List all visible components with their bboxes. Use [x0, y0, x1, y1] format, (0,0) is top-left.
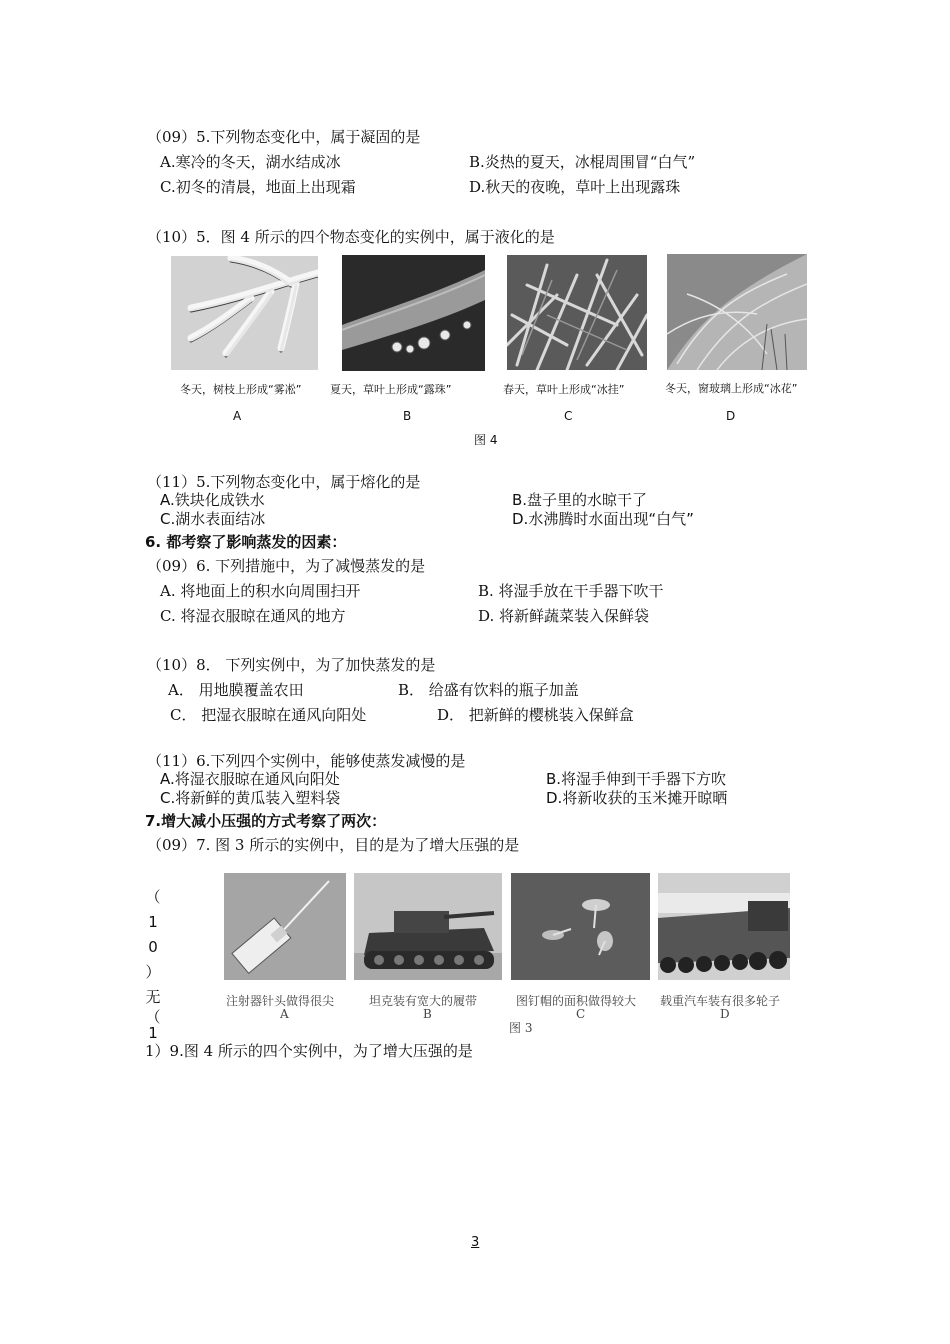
side-note-char: 0: [148, 938, 158, 956]
side-note-char: （: [145, 1008, 161, 1026]
side-note-char: ）: [145, 963, 161, 981]
q6-11-option-a: A.将湿衣服晾在通风向阳处: [160, 770, 340, 788]
q8-10-option-a: A． 用地膜覆盖农田: [168, 681, 304, 699]
fig3-caption-d: 载重汽车装有很多轮子: [660, 994, 781, 1008]
fig3-caption-b: 坦克装有宽大的履带: [369, 994, 478, 1008]
q5-09-stem: （09）5.下列物态变化中，属于凝固的是: [147, 128, 421, 146]
side-note-char: 无: [145, 988, 161, 1006]
q6-11-option-c: C.将新鲜的黄瓜装入塑料袋: [160, 789, 341, 807]
thumbtack-photo: [511, 873, 650, 980]
side-note-char: 1: [148, 913, 158, 931]
side-note-char: 1: [148, 1024, 158, 1042]
q8-10-option-d: D． 把新鲜的樱桃装入保鲜盒: [437, 706, 634, 724]
q5-09-option-c: C.初冬的清晨，地面上出现霜: [160, 178, 356, 196]
fig3-letter-d: D: [720, 1007, 730, 1021]
q6-09-option-c: C. 将湿衣服晾在通风的地方: [160, 607, 346, 625]
fig4-label: 图 4: [474, 433, 498, 447]
fig3-letter-b: B: [423, 1007, 432, 1021]
fig4-caption-c: 春天，草叶上形成“冰挂”: [503, 383, 625, 396]
q5-11-option-a: A.铁块化成铁水: [160, 491, 265, 509]
fig3-letter-a: A: [280, 1007, 289, 1021]
tank-photo: [354, 873, 502, 980]
fig4-letter-a: A: [233, 409, 242, 423]
q6-09-option-d: D. 将新鲜蔬菜装入保鲜袋: [478, 607, 650, 625]
q8-10-option-c: C． 把湿衣服晾在通风向阳处: [170, 706, 367, 724]
fig4-caption-b: 夏天，草叶上形成“露珠”: [330, 383, 452, 396]
section-7-heading: 7.增大减小压强的方式考察了两次：: [145, 812, 387, 830]
rime-photo: [171, 256, 318, 370]
q6-11-option-d: D.将新收获的玉米摊开晾晒: [546, 789, 728, 807]
fig3-caption-a: 注射器针头做得很尖: [226, 994, 335, 1008]
syringe-photo: [224, 873, 346, 980]
q9-11-stem: 1）9.图 4 所示的四个实例中，为了增大压强的是: [145, 1042, 473, 1060]
q5-10-stem: （10）5．图 4 所示的四个物态变化的实例中，属于液化的是: [147, 228, 555, 246]
q5-11-option-b: B.盘子里的水晾干了: [512, 491, 648, 509]
ice-grass-photo: [507, 255, 647, 370]
q6-09-stem: （09）6. 下列措施中，为了减慢蒸发的是: [147, 557, 426, 575]
fig3-letter-c: C: [576, 1007, 586, 1021]
fig4-caption-a: 冬天，树枝上形成“雾凇”: [180, 383, 302, 396]
frost-window-photo: [667, 254, 807, 370]
section-6-heading: 6. 都考察了影响蒸发的因素：: [145, 533, 347, 551]
q5-09-option-b: B.炎热的夏天，冰棍周围冒“白气”: [469, 153, 696, 171]
q6-09-option-b: B. 将湿手放在干手器下吹干: [478, 582, 664, 600]
q6-11-stem: （11）6.下列四个实例中，能够使蒸发减慢的是: [147, 752, 466, 770]
q5-11-stem: （11）5.下列物态变化中，属于熔化的是: [147, 473, 421, 491]
q8-10-stem: （10）8． 下列实例中，为了加快蒸发的是: [147, 656, 436, 674]
fig3-label: 图 3: [509, 1021, 533, 1035]
fig4-letter-d: D: [726, 409, 736, 423]
fig4-caption-d: 冬天，窗玻璃上形成“冰花”: [665, 382, 798, 395]
fig4-letter-c: C: [564, 409, 573, 423]
q6-09-option-a: A. 将地面上的积水向周围扫开: [160, 582, 361, 600]
dew-photo: [342, 255, 485, 371]
fig3-caption-c: 图钉帽的面积做得较大: [516, 994, 637, 1008]
side-note-char: （: [145, 888, 161, 906]
q8-10-option-b: B． 给盛有饮料的瓶子加盖: [398, 681, 579, 699]
q5-09-option-d: D.秋天的夜晚，草叶上出现露珠: [469, 178, 681, 196]
truck-photo: [658, 873, 790, 980]
q7-09-stem: （09）7. 图 3 所示的实例中，目的是为了增大压强的是: [147, 836, 520, 854]
q5-11-option-d: D.水沸腾时水面出现“白气”: [512, 510, 694, 528]
q6-11-option-b: B.将湿手伸到干手器下方吹: [546, 770, 727, 788]
q5-11-option-c: C.湖水表面结冰: [160, 510, 266, 528]
side-note: [145, 885, 161, 1042]
q5-09-option-a: A.寒冷的冬天，湖水结成冰: [160, 153, 341, 171]
page-number: 3: [471, 1235, 480, 1250]
fig4-letter-b: B: [403, 409, 412, 423]
